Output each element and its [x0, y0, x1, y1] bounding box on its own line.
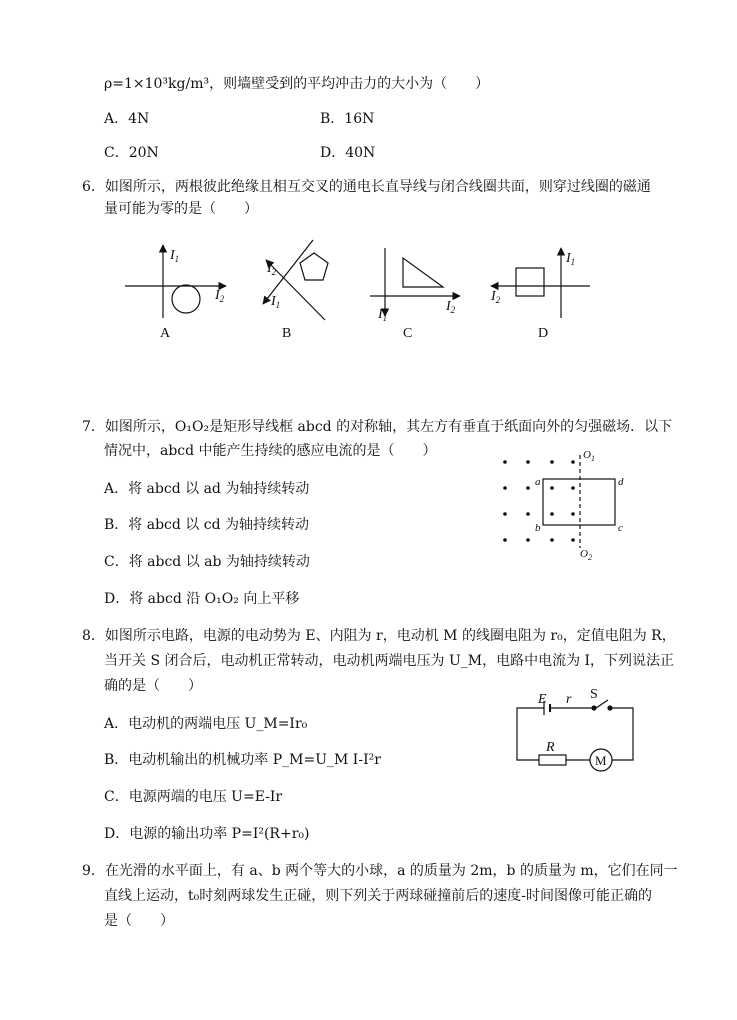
q9-stem-line3: 是（ ） — [104, 913, 174, 929]
q6-stem-line2: 量可能为零的是（ ） — [104, 201, 258, 217]
q7-option-b: B．将 abcd 以 cd 为轴持续转动 — [104, 517, 310, 533]
q6-a-label-i1: $I_1$ — [170, 248, 180, 264]
q7-stem-line1: 7．如图所示，O₁O₂是矩形导线框 abcd 的对称轴，其左方有垂直于纸面向外的匀强磁场．以下 — [82, 419, 673, 435]
q6-figure-a-label: A — [160, 326, 171, 341]
q7-label-o1: $O_1$ — [583, 449, 595, 463]
q7-label-c: c — [618, 522, 623, 534]
q7-option-a: A．将 abcd 以 ad 为轴持续转动 — [104, 481, 310, 497]
q8-option-a: A．电动机的两端电压 U_M=Ir₀ — [104, 716, 308, 732]
q8-label-r: r — [566, 692, 572, 707]
q7-loop — [543, 455, 615, 548]
q8-label-e: E — [538, 692, 547, 707]
q5-option-a: A．4N — [104, 111, 150, 127]
q8-label-s: S — [590, 687, 598, 702]
q6-figure-c-label: C — [403, 326, 413, 341]
q8-label-motor: M — [595, 753, 607, 768]
q8-stem-line3: 确的是（ ） — [104, 678, 202, 694]
q8-label-resistor: R — [546, 740, 555, 755]
q5-stem: ρ=1×10³kg/m³，则墙壁受到的平均冲击力的大小为（ ） — [104, 76, 490, 92]
q6-a-label-i2: $I_2$ — [215, 288, 225, 304]
q7-stem-line2: 情况中，abcd 中能产生持续的感应电流的是（ ） — [104, 443, 437, 459]
q7-label-a: a — [535, 476, 541, 488]
q8-stem-line2: 当开关 S 闭合后，电动机正常转动，电动机两端电压为 U_M，电路中电流为 I，下列说法正 — [104, 653, 675, 669]
q9-stem-line2: 直线上运动，t₀时刻两球发生正碰，则下列关于两球碰撞前后的速度-时间图像可能正确的 — [104, 888, 652, 904]
q8-stem-line1: 8．如图所示电路，电源的电动势为 E、内阻为 r，电动机 M 的线圈电阻为 r₀，定值电阻为 R， — [82, 628, 676, 644]
q6-figure-d-label: D — [538, 326, 549, 341]
q8-option-b: B．电动机输出的机械功率 P_M=U_M I-I²r — [104, 752, 381, 768]
q6-c-label-i2: $I_2$ — [446, 299, 456, 315]
q9-stem-line1: 9．在光滑的水平面上，有 a、b 两个等大的小球，a 的质量为 2m，b 的质量为 m，它们在同一 — [82, 863, 678, 879]
q6-stem-line1: 6．如图所示，两根彼此绝缘且相互交叉的通电长直导线与闭合线圈共面，则穿过线圈的磁通 — [82, 179, 651, 195]
q7-option-c: C．将 abcd 以 ab 为轴持续转动 — [104, 554, 310, 570]
q6-b-label-i2: $I_2$ — [267, 261, 277, 277]
q6-d-label-i1: $I_1$ — [566, 251, 576, 267]
q5-option-b: B．16N — [320, 111, 375, 127]
q8-option-c: C．电源两端的电压 U=E-Ir — [104, 789, 283, 805]
q6-b-label-i1: $I_1$ — [271, 294, 281, 310]
q7-label-d: d — [618, 476, 624, 488]
q5-option-c: C．20N — [104, 145, 159, 161]
q7-label-b: b — [535, 522, 541, 534]
q8-option-d: D．电源的输出功率 P=I²(R+r₀) — [104, 826, 310, 842]
q7-label-o2: $O_2$ — [580, 548, 592, 562]
q7-option-d: D．将 abcd 沿 O₁O₂ 向上平移 — [104, 591, 300, 607]
q6-d-label-i2: $I_2$ — [491, 289, 501, 305]
q5-option-d: D．40N — [320, 145, 376, 161]
q6-figure-b-label: B — [282, 326, 292, 341]
q8-circuit — [517, 700, 633, 771]
q6-c-label-i1: $I_1$ — [378, 307, 388, 323]
